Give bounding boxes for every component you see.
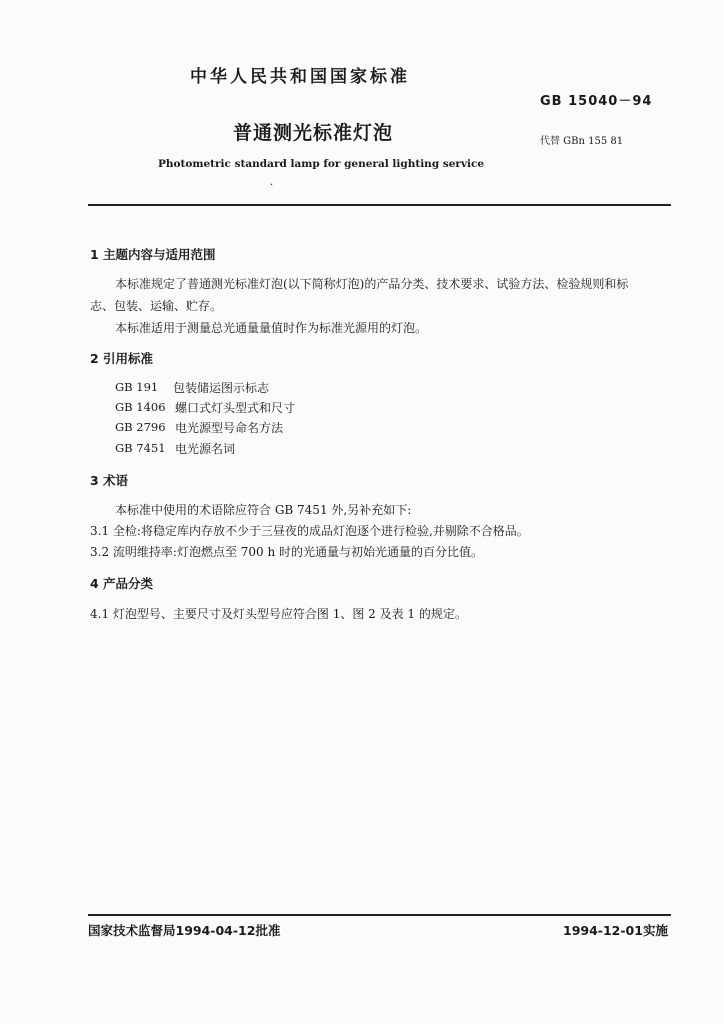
- reference-name: 电光源名词: [175, 442, 236, 456]
- reference-code: GB 7451: [115, 441, 166, 455]
- section-2-heading: 2 引用标准: [90, 351, 154, 366]
- reference-name: 包装储运图示标志: [173, 381, 270, 395]
- clause-4-1: 4.1 灯泡型号、主要尺寸及灯头型号应符合图 1、图 2 及表 1 的规定。: [90, 607, 467, 621]
- clause-3-2: 3.2 流明维持率:灯泡燃点至 700 h 时的光通量与初始光通量的百分比值。: [90, 545, 484, 559]
- section-1-paragraph-2: 本标准适用于测量总光通量量值时作为标准光源用的灯泡。: [115, 321, 428, 335]
- reference-code: GB 191: [115, 380, 159, 394]
- effective-date: 1994-12-01实施: [563, 923, 668, 938]
- document-title: 普通测光标准灯泡: [233, 122, 394, 144]
- section-1-heading: 1 主题内容与适用范围: [90, 247, 216, 262]
- section-4-heading: 4 产品分类: [90, 576, 154, 591]
- approval-date: 国家技术监督局1994-04-12批准: [88, 923, 281, 938]
- footer-rule: [88, 914, 671, 916]
- section-3-paragraph: 本标准中使用的术语除应符合 GB 7451 外,另补充如下:: [115, 503, 412, 517]
- reference-code: GB 2796: [115, 420, 166, 434]
- standard-number: GB 15040－94: [540, 94, 653, 109]
- section-1-paragraph-1-line-1: 本标准规定了普通测光标准灯泡(以下简称灯泡)的产品分类、技术要求、试验方法、检验规则和标: [115, 277, 629, 291]
- clause-3-1: 3.1 全检:将稳定库内存放不少于三昼夜的成品灯泡逐个进行检验,并剔除不合格品。: [90, 524, 529, 538]
- english-title: Photometric standard lamp for general lighting service: [158, 158, 485, 170]
- replaces-note: 代替 GBn 155 81: [540, 136, 624, 147]
- stray-mark: ·: [270, 180, 274, 191]
- issuing-body: 中华人民共和国国家标准: [190, 67, 410, 87]
- reference-name: 电光源型号命名方法: [175, 421, 284, 435]
- section-1-paragraph-1-line-2: 志、包装、运输、贮存。: [90, 299, 223, 313]
- reference-name: 螺口式灯头型式和尺寸: [175, 401, 296, 415]
- reference-code: GB 1406: [115, 400, 166, 414]
- section-3-heading: 3 术语: [90, 473, 129, 488]
- header-rule: [88, 204, 671, 206]
